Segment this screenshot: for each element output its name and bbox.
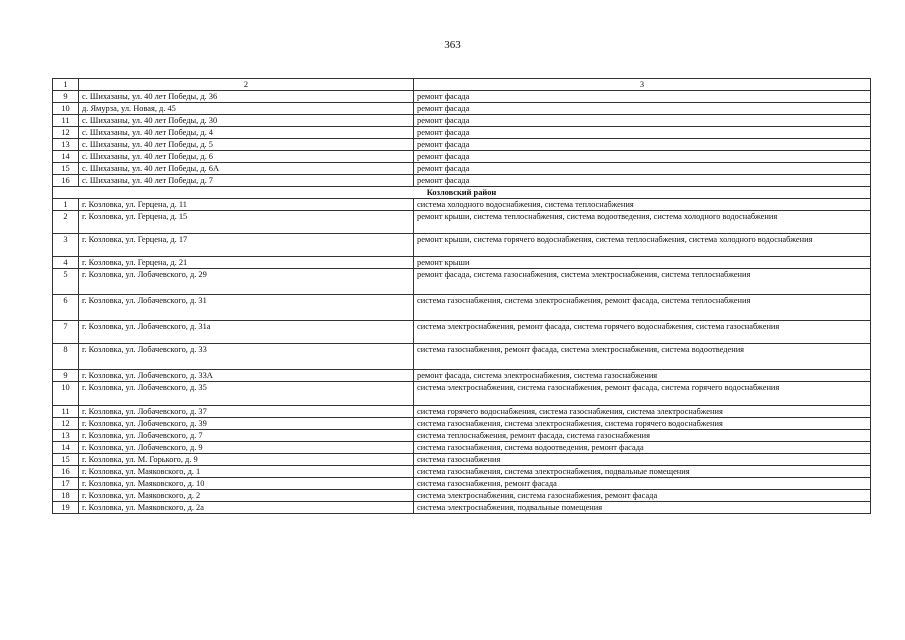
work-type-cell: ремонт фасада	[414, 127, 871, 139]
work-type-cell: система электроснабжения, система газоснабжения, ремонт фасада, система горячего водоснабжения	[414, 382, 871, 406]
row-number-cell: 1	[53, 199, 79, 211]
table-row	[53, 418, 871, 430]
column-number-header-3: 3	[414, 79, 871, 91]
table-row	[53, 163, 871, 175]
work-type-cell: система газоснабжения	[414, 454, 871, 466]
address-cell: г. Козловка, ул. Герцена, д. 21	[79, 257, 414, 269]
row-number-cell: 12	[53, 418, 79, 430]
address-cell: г. Козловка, ул. Маяковского, д. 10	[79, 478, 414, 490]
work-type-cell: система газоснабжения, система водоотведения, ремонт фасада	[414, 442, 871, 454]
address-cell: г. Козловка, ул. Лобачевского, д. 9	[79, 442, 414, 454]
table-row	[53, 370, 871, 382]
row-number-cell: 14	[53, 442, 79, 454]
work-type-cell: система электроснабжения, система газоснабжения, ремонт фасада	[414, 490, 871, 502]
row-number-cell: 17	[53, 478, 79, 490]
work-type-cell: ремонт фасада	[414, 151, 871, 163]
table-row	[53, 257, 871, 269]
address-cell: г. Козловка, ул. Герцена, д. 15	[79, 211, 414, 234]
address-cell: с. Шихазаны, ул. 40 лет Победы, д. 6	[79, 151, 414, 163]
address-cell: с. Шихазаны, ул. 40 лет Победы, д. 36	[79, 91, 414, 103]
row-number-cell: 4	[53, 257, 79, 269]
row-number-cell: 7	[53, 321, 79, 344]
row-number-cell: 16	[53, 466, 79, 478]
table-row	[53, 454, 871, 466]
address-cell: с. Шихазаны, ул. 40 лет Победы, д. 6А	[79, 163, 414, 175]
table-row	[53, 269, 871, 295]
row-number-cell: 2	[53, 211, 79, 234]
table-row	[53, 139, 871, 151]
row-number-cell: 16	[53, 175, 79, 187]
row-number-cell: 13	[53, 430, 79, 442]
address-cell: г. Козловка, ул. Маяковского, д. 2	[79, 490, 414, 502]
section-heading-row	[53, 187, 871, 199]
table-row	[53, 234, 871, 257]
work-type-cell: система горячего водоснабжения, система газоснабжения, система электроснабжения	[414, 406, 871, 418]
address-cell: г. Козловка, ул. Герцена, д. 17	[79, 234, 414, 257]
table-row	[53, 430, 871, 442]
row-number-cell: 14	[53, 151, 79, 163]
address-cell: с. Шихазаны, ул. 40 лет Победы, д. 5	[79, 139, 414, 151]
row-number-cell: 10	[53, 382, 79, 406]
address-cell: г. Козловка, ул. Лобачевского, д. 37	[79, 406, 414, 418]
address-cell: д. Ямурза, ул. Новая, д. 45	[79, 103, 414, 115]
table-row	[53, 199, 871, 211]
work-type-cell: ремонт фасада, система электроснабжения, система газоснабжения	[414, 370, 871, 382]
row-number-cell: 8	[53, 344, 79, 370]
address-cell: г. Козловка, ул. Лобачевского, д. 33	[79, 344, 414, 370]
table-header-row	[53, 79, 871, 91]
table-row	[53, 442, 871, 454]
row-number-cell: 13	[53, 139, 79, 151]
table-row	[53, 466, 871, 478]
work-type-cell: ремонт крыши, система теплоснабжения, система водоотведения, система холодного водоснабжения	[414, 211, 871, 234]
row-number-cell: 9	[53, 370, 79, 382]
work-type-cell: система теплоснабжения, ремонт фасада, система газоснабжения	[414, 430, 871, 442]
work-type-cell: ремонт фасада	[414, 115, 871, 127]
work-type-cell: ремонт фасада	[414, 163, 871, 175]
address-cell: г. Козловка, ул. Лобачевского, д. 29	[79, 269, 414, 295]
table-row	[53, 490, 871, 502]
table-row	[53, 382, 871, 406]
address-cell: г. Козловка, ул. Лобачевского, д. 33А	[79, 370, 414, 382]
address-cell: с. Шихазаны, ул. 40 лет Победы, д. 30	[79, 115, 414, 127]
work-type-cell: система газоснабжения, ремонт фасада	[414, 478, 871, 490]
page-number: 363	[444, 39, 461, 51]
address-cell: г. Козловка, ул. Лобачевского, д. 31	[79, 295, 414, 321]
address-cell: с. Шихазаны, ул. 40 лет Победы, д. 7	[79, 175, 414, 187]
work-type-cell: ремонт фасада, система газоснабжения, система электроснабжения, система теплоснабжения	[414, 269, 871, 295]
column-number-header-2: 2	[79, 79, 414, 91]
table-row	[53, 211, 871, 234]
work-type-cell: система газоснабжения, система электроснабжения, подвальные помещения	[414, 466, 871, 478]
work-type-cell: ремонт фасада	[414, 103, 871, 115]
table-row	[53, 151, 871, 163]
row-number-cell: 15	[53, 454, 79, 466]
work-type-cell: ремонт крыши	[414, 257, 871, 269]
table-row	[53, 127, 871, 139]
row-number-cell: 9	[53, 91, 79, 103]
table-row	[53, 502, 871, 514]
address-cell: г. Козловка, ул. Лобачевского, д. 7	[79, 430, 414, 442]
row-number-cell: 12	[53, 127, 79, 139]
table-row	[53, 175, 871, 187]
work-type-cell: система газоснабжения, ремонт фасада, система электроснабжения, система водоотведения	[414, 344, 871, 370]
work-type-cell: ремонт фасада	[414, 91, 871, 103]
row-number-cell: 15	[53, 163, 79, 175]
work-type-cell: ремонт крыши, система горячего водоснабжения, система теплоснабжения, система холодного водоснабжения	[414, 234, 871, 257]
address-cell: г. Козловка, ул. Герцена, д. 11	[79, 199, 414, 211]
table-body	[53, 79, 871, 514]
table-row	[53, 344, 871, 370]
work-type-cell: ремонт фасада	[414, 175, 871, 187]
address-cell: г. Козловка, ул. Лобачевского, д. 31а	[79, 321, 414, 344]
repair-registry-table	[52, 78, 871, 514]
row-number-cell: 6	[53, 295, 79, 321]
row-number-cell: 3	[53, 234, 79, 257]
address-cell: г. Козловка, ул. М. Горького, д. 9	[79, 454, 414, 466]
work-type-cell: система газоснабжения, система электроснабжения, ремонт фасада, система теплоснабжения	[414, 295, 871, 321]
table-row	[53, 406, 871, 418]
work-type-cell: система холодного водоснабжения, система теплоснабжения	[414, 199, 871, 211]
row-number-cell: 10	[53, 103, 79, 115]
work-type-cell: система электроснабжения, ремонт фасада, система горячего водоснабжения, система газоснабжения	[414, 321, 871, 344]
row-number-cell: 11	[53, 115, 79, 127]
table-row	[53, 478, 871, 490]
address-cell: г. Козловка, ул. Лобачевского, д. 35	[79, 382, 414, 406]
address-cell: с. Шихазаны, ул. 40 лет Победы, д. 4	[79, 127, 414, 139]
work-type-cell: ремонт фасада	[414, 139, 871, 151]
address-cell: г. Козловка, ул. Лобачевского, д. 39	[79, 418, 414, 430]
table-row	[53, 103, 871, 115]
column-number-header-1: 1	[53, 79, 79, 91]
row-number-cell: 18	[53, 490, 79, 502]
work-type-cell: система газоснабжения, система электроснабжения, система горячего водоснабжения	[414, 418, 871, 430]
address-cell: г. Козловка, ул. Маяковского, д. 2а	[79, 502, 414, 514]
row-number-cell: 5	[53, 269, 79, 295]
table-row	[53, 321, 871, 344]
row-number-cell: 19	[53, 502, 79, 514]
table-row	[53, 295, 871, 321]
row-number-cell: 11	[53, 406, 79, 418]
table-row	[53, 91, 871, 103]
table-row	[53, 115, 871, 127]
work-type-cell: система электроснабжения, подвальные помещения	[414, 502, 871, 514]
address-cell: г. Козловка, ул. Маяковского, д. 1	[79, 466, 414, 478]
district-heading: Козловский район	[53, 187, 871, 199]
